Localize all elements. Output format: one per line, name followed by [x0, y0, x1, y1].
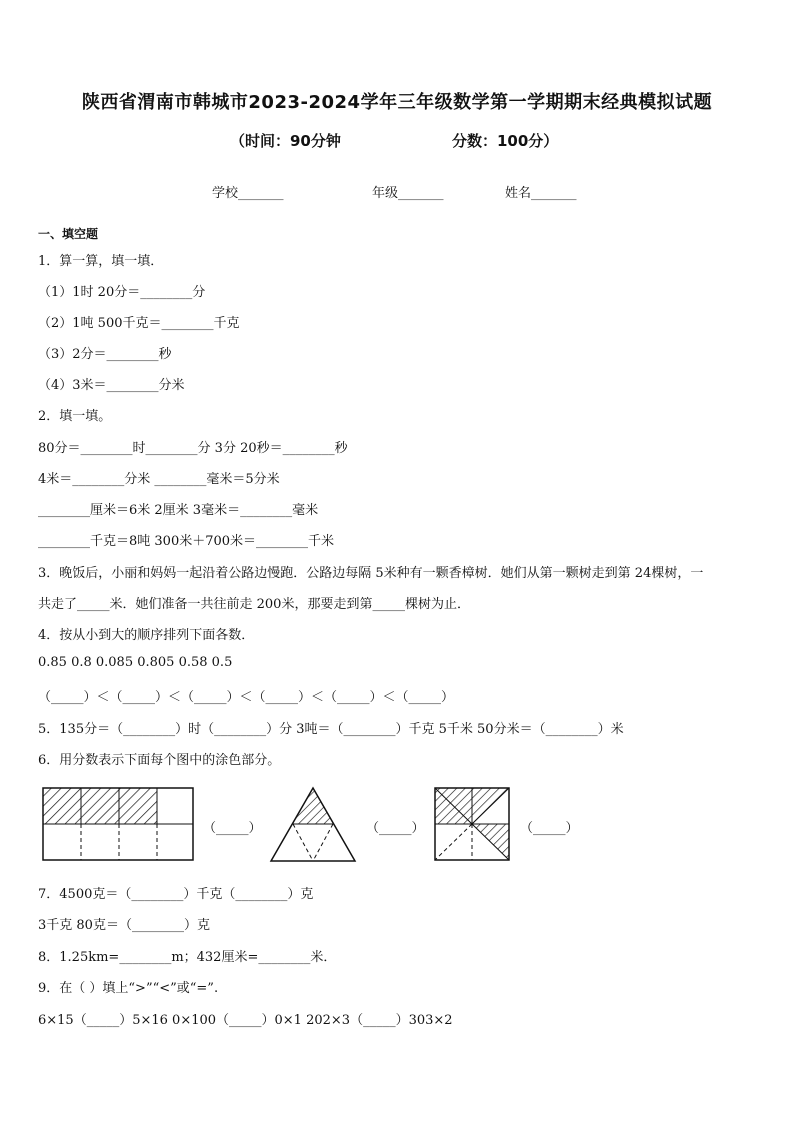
- q2-row2: 4米＝________分米 ________毫米＝5分米: [38, 472, 280, 487]
- q1-stem: 1．算一算，填一填．: [38, 254, 164, 269]
- fig2-answer-blank: （_____）: [366, 821, 425, 836]
- school-field: 学校_______: [212, 186, 284, 201]
- q2-row1: 80分＝________时________分 3分 20秒＝________秒: [38, 441, 348, 456]
- q3-line2: 共走了_____米．她们准备一共往前走 200米，那要走到第_____棵树为止．: [38, 597, 470, 612]
- figure-triangle: [269, 785, 357, 863]
- q4-numbers: 0.85 0.8 0.085 0.805 0.58 0.5: [38, 655, 233, 670]
- q2-stem: 2．填一填。: [38, 409, 112, 424]
- q4-stem: 4．按从小到大的顺序排列下面各数．: [38, 628, 255, 643]
- q1-part2: （2）1吨 500千克＝________千克: [38, 316, 240, 331]
- q2-row4: ________千克＝8吨 300米＋700米＝________千米: [38, 534, 335, 549]
- q7-line1: 7．4500克＝（________）千克（________）克: [38, 887, 314, 902]
- name-field: 姓名_______: [505, 186, 577, 201]
- grade-field: 年级_______: [372, 186, 444, 201]
- q8: 8．1.25km=________m；432厘米=________米．: [38, 950, 337, 965]
- q1-part1: （1）1时 20分＝________分: [38, 285, 206, 300]
- q9-stem: 9．在（ ）填上“>”“<”或“=”.: [38, 981, 219, 996]
- q1-part3: （3）2分＝________秒: [38, 347, 172, 362]
- exam-score: 分数：100分）: [452, 132, 559, 150]
- section-heading: 一、填空题: [38, 227, 99, 241]
- q5: 5．135分＝（________）时（________）分 3吨＝（________）千克 5千米 50分米＝（________）米: [38, 722, 624, 737]
- q6-stem: 6．用分数表示下面每个图中的涂色部分。: [38, 753, 281, 768]
- q3-line1: 3．晚饭后，小丽和妈妈一起沿着公路边慢跑．公路边每隔 5米种有一颗香樟树．她们从第一颗树走到第 24棵树，一: [38, 566, 704, 581]
- q1-part4: （4）3米＝________分米: [38, 378, 185, 393]
- q4-order-blanks: （_____）＜（_____）＜（_____）＜（_____）＜（_____）＜（_____）: [38, 690, 455, 705]
- q2-row3: ________厘米＝6米 2厘米 3毫米＝________毫米: [38, 503, 319, 518]
- q9-comparisons: 6×15（_____）5×16 0×100（_____）0×1 202×3（_____）303×2: [38, 1013, 453, 1028]
- fig3-answer-blank: （_____）: [520, 821, 579, 836]
- fig1-answer-blank: （_____）: [203, 821, 262, 836]
- figure-rectangle: [42, 787, 194, 861]
- figure-square: [433, 786, 511, 862]
- page-title: 陕西省渭南市韩城市2023-2024学年三年级数学第一学期期末经典模拟试题: [81, 92, 713, 113]
- q7-line2: 3千克 80克＝（________）克: [38, 918, 210, 933]
- exam-time: （时间：90分钟: [230, 132, 341, 150]
